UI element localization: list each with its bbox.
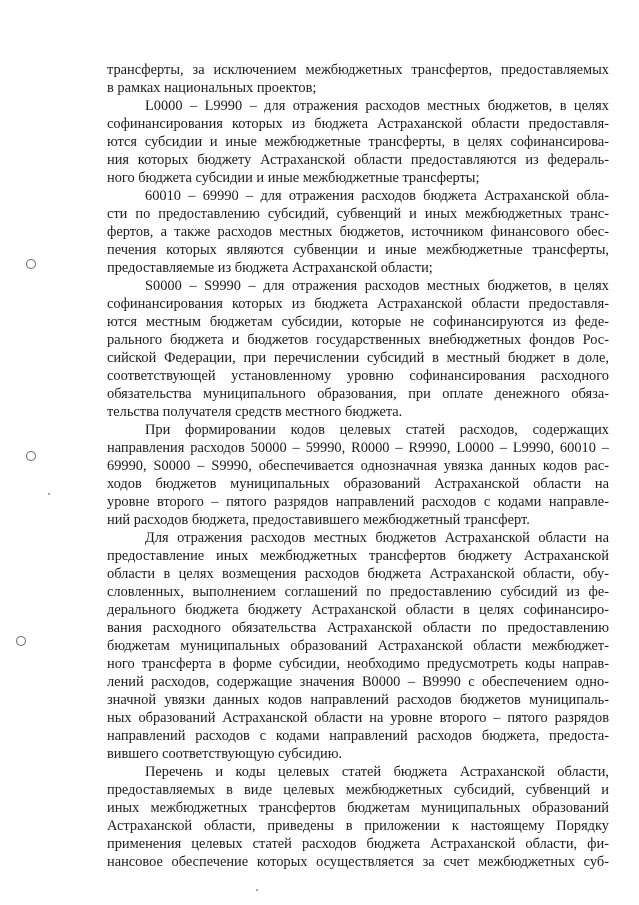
- text-line: сти по предоставлению субсидий, субвенций и иных межбюджетных транс-: [107, 206, 609, 222]
- text-line: словленных, выполнением соглашений по предоставлению субсидий из фе-: [107, 584, 609, 600]
- text-line: соответствующей установленному уровню софинансирования расходного: [107, 368, 609, 384]
- text-line: лений расходов, содержащие значения B0000 – B9990 с обеспечением одно-: [107, 674, 609, 690]
- text-line: предоставление иных межбюджетных трансфертов бюджету Астраханской: [107, 548, 609, 564]
- text-line: иных межбюджетных трансфертов бюджетам муниципальных образований: [107, 800, 609, 816]
- text-line: предоставляемых в виде целевых межбюджетных субсидий, субвенций и: [107, 782, 609, 798]
- text-line: трансферты, за исключением межбюджетных трансфертов, предоставляемых: [107, 62, 609, 78]
- text-line: фертов, а также расходов местных бюджетов, источником финансового обес-: [107, 224, 609, 240]
- text-line: 60010 – 69990 – для отражения расходов бюджета Астраханской обла-: [145, 188, 609, 204]
- text-line: S0000 – S9990 – для отражения расходов местных бюджетов, в целях: [145, 278, 609, 294]
- text-line: ного трансферта в форме субсидии, необходимо предусмотреть коды направ-: [107, 656, 609, 672]
- text-line: сийской Федерации, при перечислении субсидий в местный бюджет в доле,: [107, 350, 609, 366]
- text-line: ходов бюджетов муниципальных образований Астраханской области на: [107, 476, 609, 492]
- text-line: области в целях возмещения расходов бюджета Астраханской области, обу-: [107, 566, 609, 582]
- text-line: направления расходов 50000 – 59990, R0000 – R9990, L0000 – L9990, 60010 –: [107, 440, 609, 456]
- text-line: направлений расходов с кодами направлений расходов бюджета, предоста-: [107, 728, 609, 744]
- text-line: печения которых являются субвенции и иные межбюджетные трансферты,: [107, 242, 609, 258]
- text-line: Перечень и коды целевых статей бюджета Астраханской области,: [145, 764, 609, 780]
- binder-hole-bottom: [16, 636, 26, 646]
- binder-hole-top: [26, 259, 36, 269]
- text-line: вания расходного обязательства Астраханской области по предоставлению: [107, 620, 609, 636]
- text-line: ного бюджета субсидии и иные межбюджетные трансферты;: [107, 170, 480, 186]
- text-line: уровне второго – пятого разрядов направлений расходов с кодами направле-: [107, 494, 609, 510]
- text-line: ются местным бюджетам субсидии, которые не софинансируются из феде-: [107, 314, 609, 330]
- text-line: предоставляемые из бюджета Астраханской области;: [107, 260, 433, 276]
- text-line: ются субсидии и иные межбюджетные трансферты, в целях софинансирова-: [107, 134, 609, 150]
- text-line: в рамках национальных проектов;: [107, 80, 317, 96]
- text-line: нансовое обеспечение которых осуществляется за счет межбюджетных суб-: [107, 854, 609, 870]
- text-line: ния которых бюджету Астраханской области предоставляются из федераль-: [107, 152, 609, 168]
- text-line: Астраханской области, приведены в приложении к настоящему Порядку: [107, 818, 609, 834]
- text-line: 69990, S0000 – S9990, обеспечивается однозначная увязка данных кодов рас-: [107, 458, 609, 474]
- text-line: При формировании кодов целевых статей расходов, содержащих: [145, 422, 609, 438]
- text-line: софинансирования которых из бюджета Астраханской области предоставля-: [107, 296, 609, 312]
- text-line: тельства получателя средств местного бюджета.: [107, 404, 403, 420]
- text-line: обязательства муниципального образования, при оплате денежного обяза-: [107, 386, 609, 402]
- text-line: бюджетам муниципальных образований Астраханской области межбюджет-: [107, 638, 609, 654]
- text-line: Для отражения расходов местных бюджетов Астраханской области на: [145, 530, 609, 546]
- text-line: вившего соответствующую субсидию.: [107, 746, 343, 762]
- text-line: дерального бюджета бюджету Астраханской области в целях софинансиро-: [107, 602, 609, 618]
- text-line: применения целевых статей расходов бюджета Астраханской области, фи-: [107, 836, 609, 852]
- text-line: L0000 – L9990 – для отражения расходов местных бюджетов, в целях: [145, 98, 609, 114]
- scan-speck: [48, 493, 50, 495]
- text-line: ний расходов бюджета, предоставившего межбюджетный трансферт.: [107, 512, 530, 528]
- text-line: рального бюджета и бюджетов государственных внебюджетных фондов Рос-: [107, 332, 609, 348]
- text-line: значной увязки данных кодов направлений расходов бюджетов муниципаль-: [107, 692, 609, 708]
- text-line: ных образований Астраханской области на уровне второго – пятого разрядов: [107, 710, 609, 726]
- scan-speck: [256, 889, 258, 891]
- text-line: софинансирования которых из бюджета Астраханской области предоставля-: [107, 116, 609, 132]
- binder-hole-middle: [26, 451, 36, 461]
